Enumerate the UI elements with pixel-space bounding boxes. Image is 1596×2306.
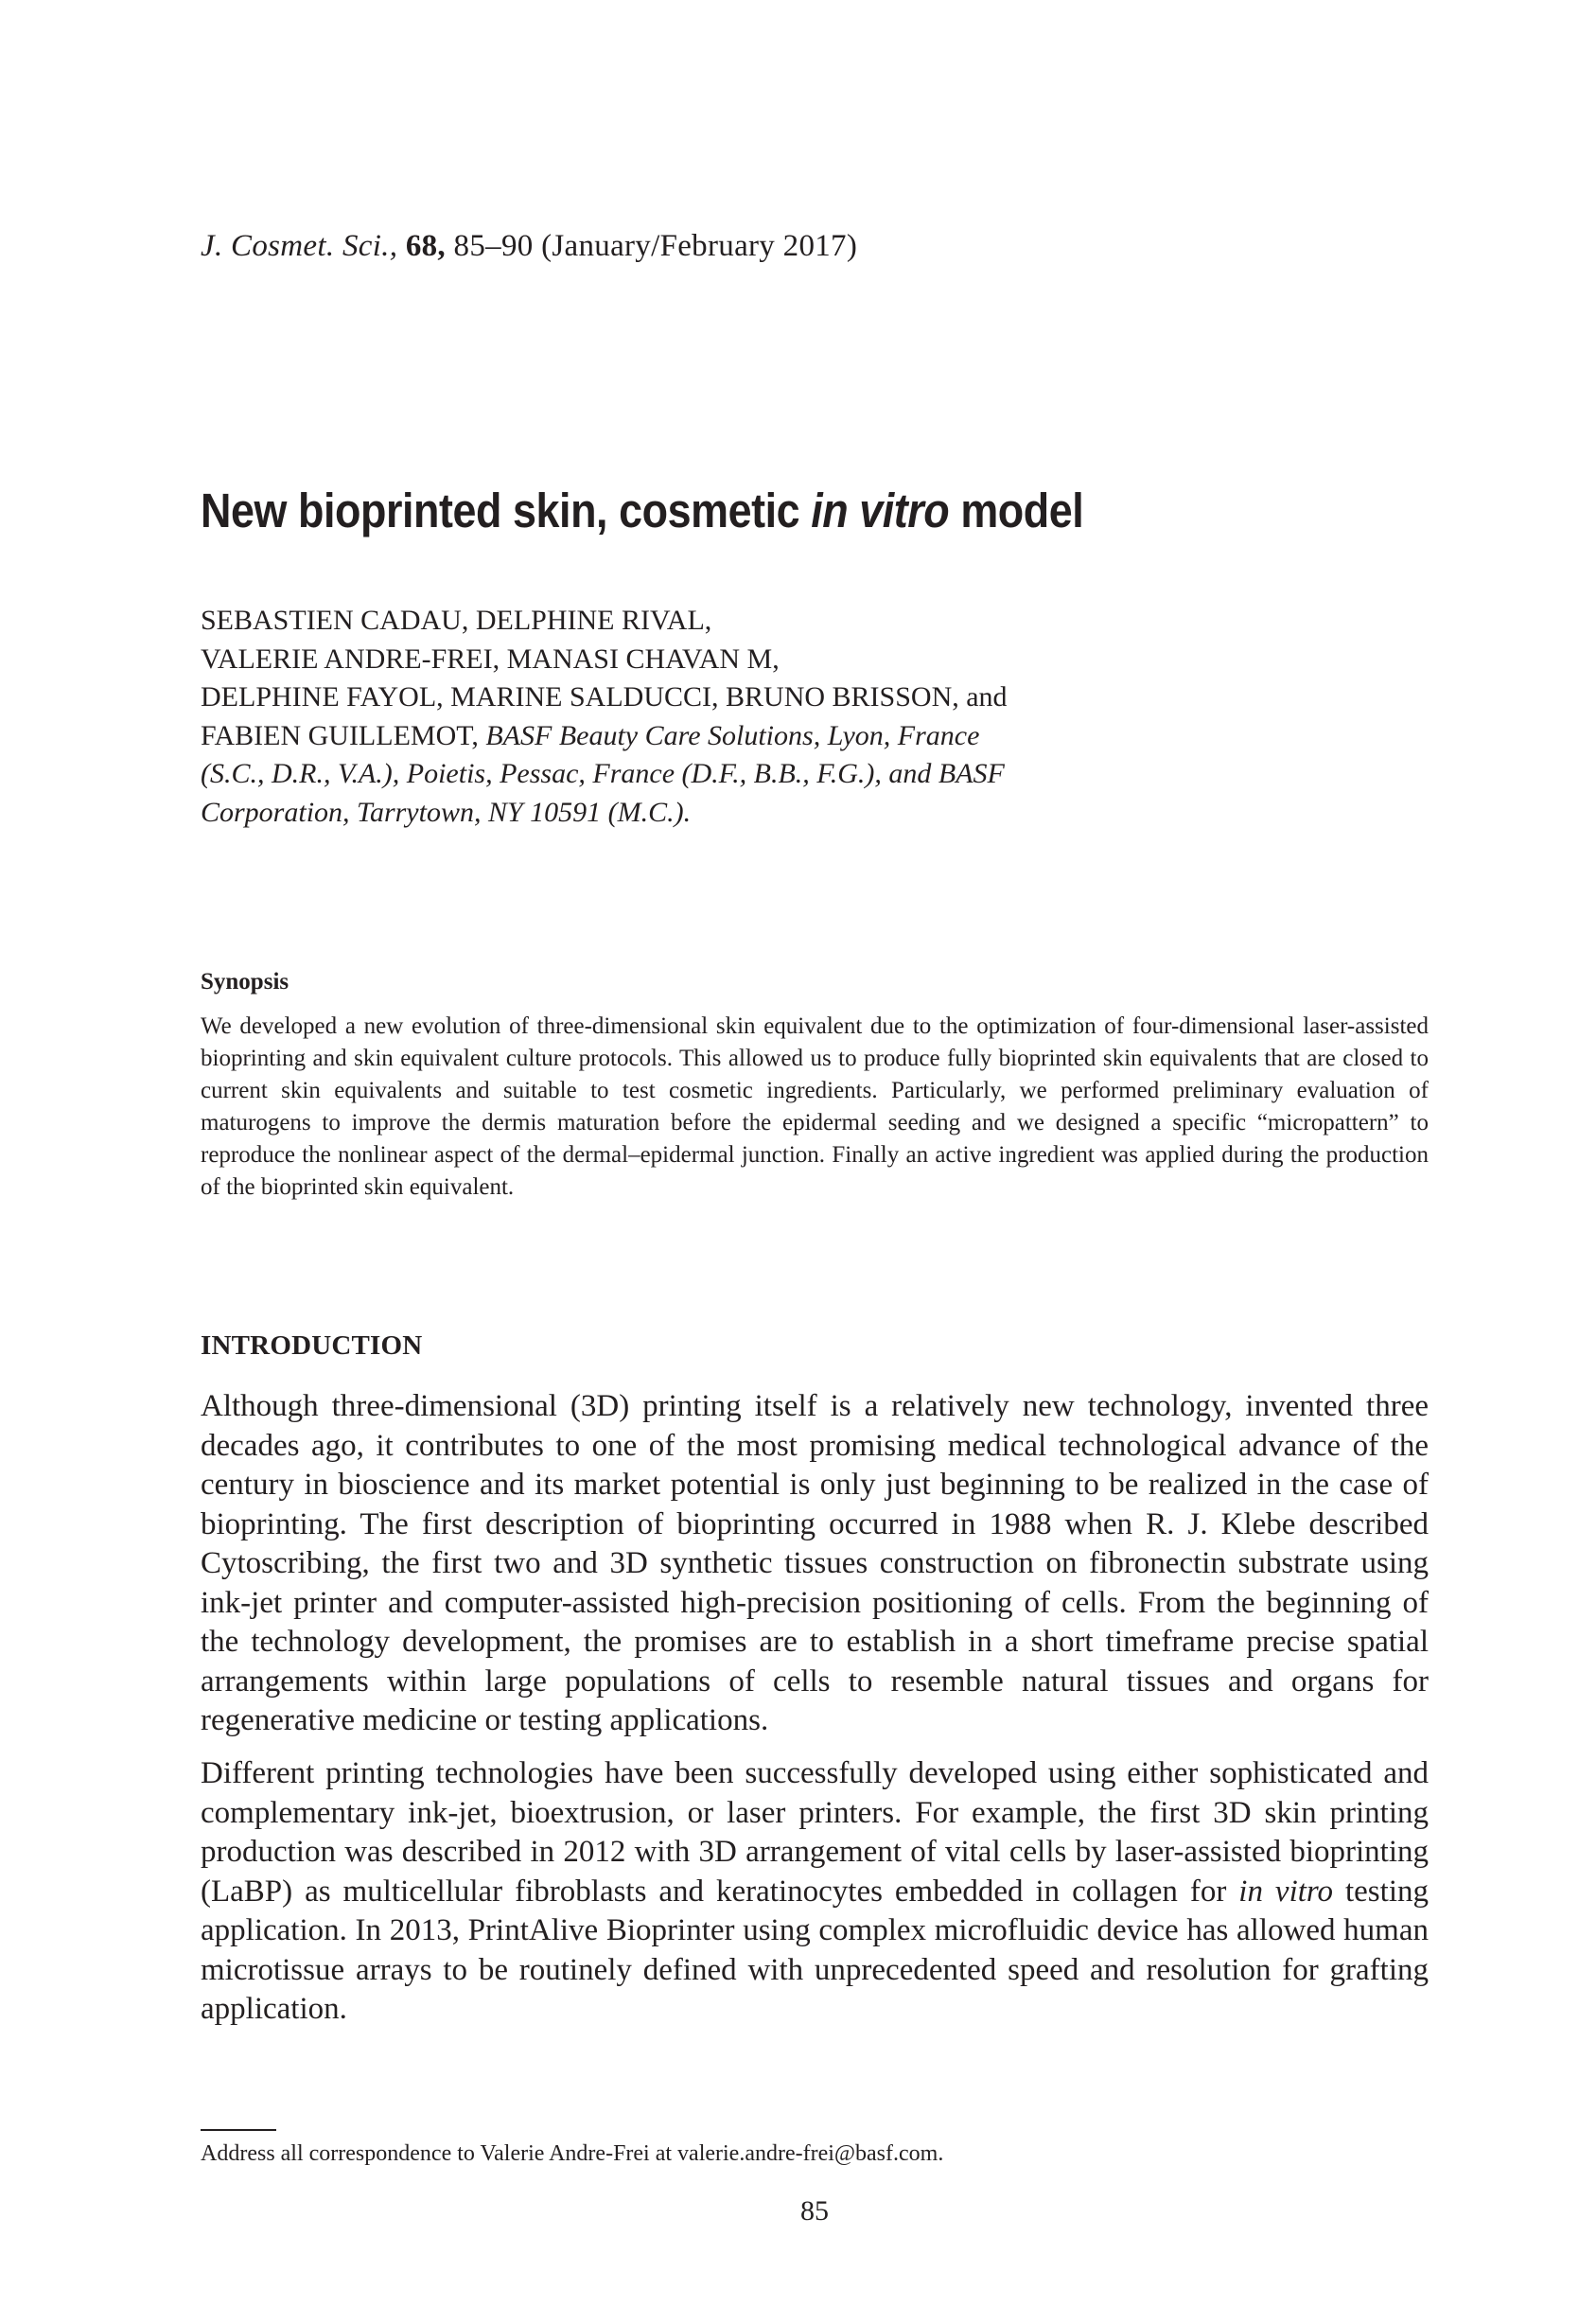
footnote-divider	[201, 2129, 276, 2131]
introduction-paragraph-1: Although three-dimensional (3D) printing itself is a relatively new technology, invented three decades ago, it contributes to one of the most promising medical technological advance of the century in bioscience and its market potential is only just beginning to be realized in the case of bioprinting. The first description of bioprinting occurred in 1988 when R. J. Klebe described Cytoscribing, the first two and 3D synthetic tissues construction on fibronectin substrate using ink-jet printer and computer-assisted high-precision positioning of cells. From the beginning of the technology development, the promises are to establish in a short timeframe precise spatial arrangements within large populations of cells to resemble natural tissues and organs for regenerative medicine or testing applications.	[201, 1389, 1429, 1737]
article-title	[201, 483, 1083, 538]
author-line-4-affiliation: BASF Beauty Care Solutions, Lyon, France	[485, 719, 980, 751]
introduction-heading: INTRODUCTION	[201, 1330, 423, 1361]
footnote: Address all correspondence to Valerie Andre-Frei at valerie.andre-frei@basf.com.	[201, 2141, 944, 2166]
journal-pages-date: 85–90 (January/February 2017)	[453, 229, 858, 263]
article-title-part-2: model	[949, 484, 1084, 537]
paragraph-2-part-2: testing application. In 2013, PrintAlive Bioprinter using complex microfluidic device has allowed human microtissue arrays to be routinely defined with unprecedented speed and resolution for grafting application.	[201, 1874, 1429, 2026]
author-line-2: VALERIE ANDRE-FREI, MANASI CHAVAN M,	[201, 643, 780, 675]
article-title-italic: in vitro	[811, 484, 950, 537]
journal-citation-header	[201, 229, 857, 264]
affiliation-line-6: Corporation, Tarrytown, NY 10591 (M.C.).	[201, 796, 692, 828]
paragraph-2-italic: in vitro	[1238, 1874, 1334, 1909]
synopsis-heading: Synopsis	[201, 969, 289, 995]
author-line-1: SEBASTIEN CADAU, DELPHINE RIVAL,	[201, 605, 712, 636]
introduction-paragraph-2-block	[201, 1754, 1429, 2045]
affiliation-line-5: (S.C., D.R., V.A.), Poietis, Pessac, France (D.F., B.B., F.G.), and BASF	[201, 758, 1005, 789]
journal-name: J. Cosmet. Sci.,	[201, 229, 398, 263]
journal-page	[201, 0, 1429, 2306]
author-line-4	[201, 717, 1429, 756]
author-block	[201, 602, 1429, 832]
author-line-4-names: FABIEN GUILLEMOT,	[201, 719, 486, 751]
author-line-3: DELPHINE FAYOL, MARINE SALDUCCI, BRUNO BRISSON, and	[201, 681, 1008, 713]
page-number: 85	[800, 2195, 829, 2227]
journal-volume: 68,	[405, 229, 446, 263]
synopsis-text: We developed a new evolution of three-dimensional skin equivalent due to the optimization of four-dimensional laser-assisted bioprinting and skin equivalent culture protocols. This allowed us to produce fully bioprinted skin equivalents that are closed to current skin equivalents and suitable to test cosmetic ingredients. Particularly, we performed preliminary evaluation of maturogens to improve the dermis maturation before the epidermal seeding and we designed a specific “micropattern” to reproduce the nonlinear aspect of the dermal–epidermal junction. Finally an active ingredient was applied during the production of the bioprinted skin equivalent.	[201, 1013, 1429, 1200]
introduction-paragraph-1-block	[201, 1387, 1429, 1756]
introduction-paragraph-2	[201, 1754, 1429, 2030]
paragraph-2-part-1: Different printing technologies have been successfully developed using either sophisticated and complementary ink-jet, bioextrusion, or laser printers. For example, the first 3D skin printing production was described in 2012 with 3D arrangement of vital cells by laser-assisted bioprinting (LaBP) as multicellular fibroblasts and keratinocytes embedded in collagen for	[201, 1756, 1429, 1909]
article-title-part-1: New bioprinted skin, cosmetic	[201, 484, 812, 537]
